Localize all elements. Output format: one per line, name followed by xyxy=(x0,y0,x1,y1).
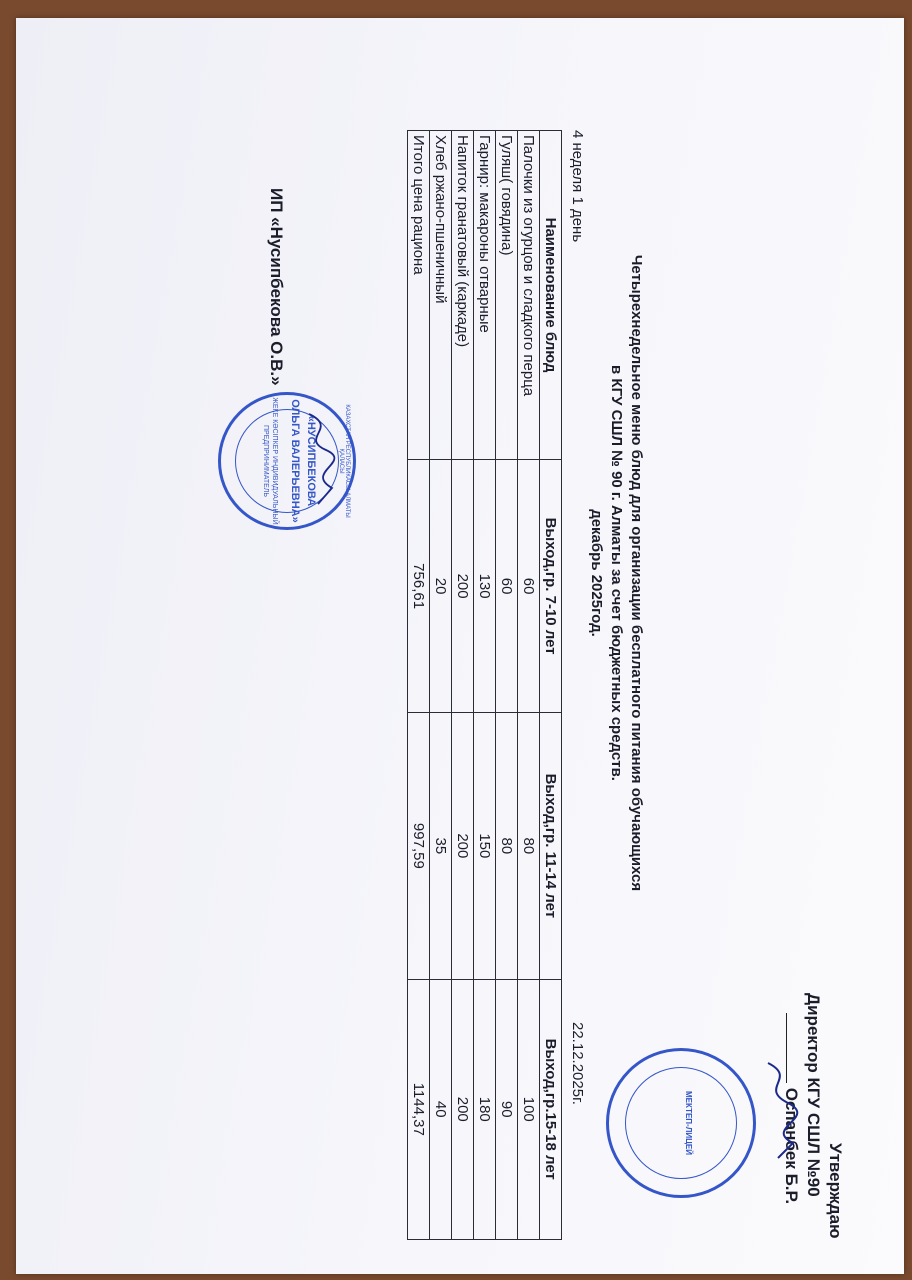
portion-11-14: 150 xyxy=(474,713,496,979)
document-sheet xyxy=(16,18,904,1274)
portion-11-14: 35 xyxy=(430,713,452,979)
total-price-15-18: 1144,37 xyxy=(408,979,430,1240)
title-line-1: Четырехнедельное меню блюд для организации бесплатного питания обучающихся xyxy=(628,254,645,892)
dish-name: Хлеб ржано-пшеничный xyxy=(430,131,452,460)
table-row xyxy=(430,131,452,1240)
week-day-label: 4 неделя 1 день xyxy=(569,130,586,243)
table-row xyxy=(496,131,518,1240)
table-row xyxy=(518,131,540,1240)
rotated-page xyxy=(16,18,904,1274)
dish-name: Гуляш( говядина) xyxy=(496,131,518,460)
portion-15-18: 180 xyxy=(474,979,496,1240)
portion-11-14: 80 xyxy=(518,713,540,979)
table-row xyxy=(452,131,474,1240)
title-line-2: в КГУ СШЛ № 90 г. Алматы за счет бюджетных средств. xyxy=(608,365,625,781)
header-age-15-18: Выход,гр.15-18 лет xyxy=(540,979,562,1240)
approval-line-2: Директор КГУ СШЛ №90 xyxy=(804,993,823,1197)
total-label: Итого цена рациона xyxy=(408,131,430,460)
entrepreneur-signature xyxy=(294,410,344,510)
stamp-name-line-1: «НУСИПБЕКОВА xyxy=(305,415,317,507)
stamp-body-text: ЖЕКЕ КӘСІПКЕР ИНДИВИДУАЛЬНЫЙ ПРЕДПРИНИМАТЕЛЬ xyxy=(262,397,278,525)
portion-11-14: 200 xyxy=(452,713,474,979)
table-header-row xyxy=(540,131,562,1240)
school-seal xyxy=(606,1048,756,1198)
portion-7-10: 200 xyxy=(452,460,474,713)
document-title xyxy=(586,158,646,988)
stamp-rim-text: КАЗАХСТАН РЕСПУБЛИКАСЫ АЛМАТЫ ҚАЛАСЫ xyxy=(338,404,350,518)
total-price-11-14: 997,59 xyxy=(408,713,430,979)
portion-15-18: 40 xyxy=(430,979,452,1240)
stamp-name-line-2: ОЛЬГА ВАЛЕРЬЕВНА» xyxy=(289,399,301,523)
dish-name: Напиток гранатовый (каркаде) xyxy=(452,131,474,460)
dish-name: Гарнир: макароны отварные xyxy=(474,131,496,460)
approval-line-1: Утверждаю xyxy=(826,1143,845,1239)
header-dish-name: Наименование блюд xyxy=(540,131,562,460)
portion-7-10: 20 xyxy=(430,460,452,713)
dish-name: Палочки из огурцов и сладкого перца xyxy=(518,131,540,460)
table-row-total xyxy=(408,131,430,1240)
director-name: Оспанбек Б.Р. xyxy=(782,1087,801,1205)
table-row xyxy=(474,131,496,1240)
portion-15-18: 100 xyxy=(518,979,540,1240)
school-seal-inner-ring xyxy=(625,1067,737,1179)
header-age-7-10: Выход,гр. 7-10 лет xyxy=(540,460,562,713)
portion-15-18: 200 xyxy=(452,979,474,1240)
director-signature xyxy=(748,1058,808,1168)
menu-table xyxy=(407,130,562,1240)
portion-11-14: 80 xyxy=(496,713,518,979)
school-seal-label: МЕКТЕП-ЛИЦЕЙ xyxy=(684,1090,693,1155)
title-line-3: декабрь 2025год. xyxy=(588,509,605,637)
total-price-7-10: 756,61 xyxy=(408,460,430,713)
portion-7-10: 130 xyxy=(474,460,496,713)
portion-15-18: 90 xyxy=(496,979,518,1240)
header-age-11-14: Выход,гр. 11-14 лет xyxy=(540,713,562,979)
portion-7-10: 60 xyxy=(496,460,518,713)
portion-7-10: 60 xyxy=(518,460,540,713)
entrepreneur-label: ИП «Нусипбекова О.В.» xyxy=(267,188,286,386)
menu-date: 22.12.2025г. xyxy=(569,1022,586,1105)
